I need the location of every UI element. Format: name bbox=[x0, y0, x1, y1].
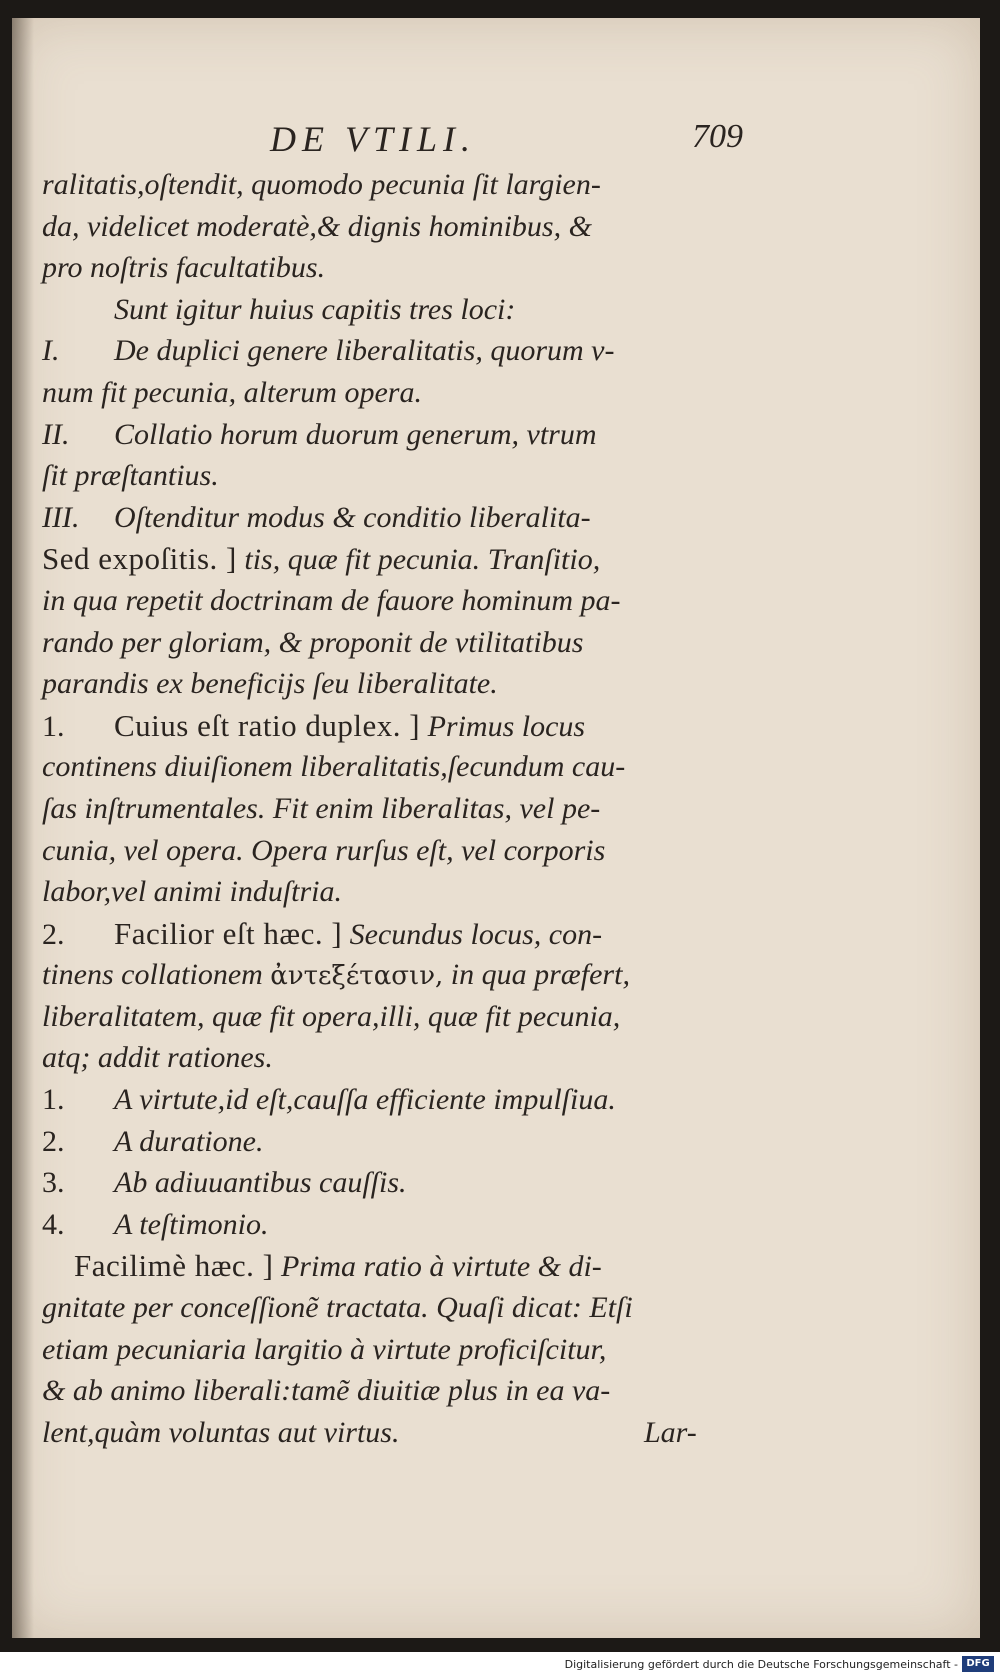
line-number: III. bbox=[42, 500, 80, 534]
line-number: 3. bbox=[42, 1166, 65, 1200]
text-line bbox=[42, 705, 762, 747]
text-line bbox=[42, 1329, 762, 1371]
lemma: Cuius eſt ratio duplex. ] bbox=[114, 707, 421, 743]
text-line bbox=[42, 1079, 762, 1121]
spine-shadow bbox=[12, 18, 34, 1638]
text-line bbox=[42, 1204, 762, 1246]
line-text: parandis ex beneficijs ſeu liberalitate. bbox=[42, 667, 498, 701]
text-line bbox=[42, 1162, 762, 1204]
text-line bbox=[42, 1412, 762, 1454]
text-line bbox=[42, 1245, 762, 1287]
line-text: in qua repetit doctrinam de fauore hominum pa- bbox=[42, 583, 621, 617]
dfg-logo: DFG bbox=[962, 1656, 994, 1672]
text-line bbox=[42, 330, 762, 372]
line-number: I. bbox=[42, 334, 60, 368]
text-line bbox=[42, 164, 762, 206]
page-header bbox=[42, 114, 762, 164]
book-page bbox=[12, 18, 980, 1638]
line-text: ſit præſtantius. bbox=[42, 459, 219, 493]
text-line bbox=[42, 414, 762, 456]
line-text: Ab adiuuantibus cauſſis. bbox=[114, 1166, 407, 1200]
lemma: Facilior eſt hæc. ] bbox=[114, 915, 343, 951]
text-line bbox=[42, 622, 762, 664]
line-text: tis, quæ fit pecunia. bbox=[244, 543, 481, 577]
text-line bbox=[42, 497, 762, 539]
text-line bbox=[42, 913, 762, 955]
line-text: & ab animo liberali:tamẽ diuitiæ plus in ea va- bbox=[42, 1374, 611, 1408]
line-text: pro noſtris facultatibus. bbox=[42, 251, 326, 285]
text-line bbox=[42, 538, 762, 580]
line-text: A virtute,id eſt,cauſſa efficiente impulſiua. bbox=[114, 1083, 616, 1117]
text-line bbox=[42, 1370, 762, 1412]
text-line bbox=[42, 1287, 762, 1329]
line-text-continued: Secundus locus, con- bbox=[349, 917, 603, 951]
line-text-continued: Primus locus bbox=[427, 709, 586, 743]
line-number: 1. bbox=[42, 1083, 65, 1117]
line-text: gnitate per conceſſionẽ tractata. Quaſi dicat: Etſi bbox=[42, 1291, 633, 1325]
line-text: Oſtenditur modus & conditio liberalita- bbox=[114, 500, 591, 534]
line-text: rando per gloriam, & proponit de vtilitatibus bbox=[42, 625, 584, 659]
line-text: Collatio horum duorum generum, vtrum bbox=[114, 417, 597, 451]
lemma: Sed expoſitis. ] bbox=[42, 541, 237, 577]
line-number: II. bbox=[42, 417, 70, 451]
lemma: Facilimè hæc. ] bbox=[74, 1248, 274, 1284]
line-text: ralitatis,oſtendit, quomodo pecunia ſit largien- bbox=[42, 168, 601, 201]
text-line bbox=[42, 954, 762, 996]
line-text: A duratione. bbox=[114, 1124, 264, 1158]
text-line bbox=[42, 996, 762, 1038]
page-text bbox=[42, 114, 762, 1453]
line-text: Sunt igitur huius capitis tres loci: bbox=[114, 292, 516, 326]
line-number: 4. bbox=[42, 1207, 65, 1241]
line-text: etiam pecuniaria largitio à virtute proficiſcitur, bbox=[42, 1332, 607, 1366]
line-text: liberalitatem, quæ fit opera,illi, quæ fit pecunia, bbox=[42, 999, 621, 1033]
line-text: A teſtimonio. bbox=[114, 1207, 269, 1241]
text-line bbox=[42, 289, 762, 331]
line-text: De duplici genere liberalitatis, quorum v- bbox=[114, 334, 615, 368]
page-number: 709 bbox=[692, 118, 743, 155]
text-line bbox=[42, 1037, 762, 1079]
line-text: lent,quàm voluntas aut virtus. bbox=[42, 1415, 400, 1449]
greek-word: ἀντεξέτασιν, bbox=[270, 961, 444, 992]
line-text: tinens collationem bbox=[42, 958, 263, 992]
line-text: ſas inſtrumentales. Fit enim liberalitas, vel pe- bbox=[42, 791, 601, 825]
line-number: 1. bbox=[42, 709, 65, 743]
line-text-continued: in qua præfert, bbox=[450, 958, 630, 992]
line-text-continued: Prima ratio à virtute & di- bbox=[280, 1250, 602, 1284]
text-line bbox=[42, 1121, 762, 1163]
catchword: Lar- bbox=[644, 1415, 697, 1449]
line-text: da, videlicet moderatè,& dignis hominibus, & bbox=[42, 209, 592, 243]
line-text: num fit pecunia, alterum opera. bbox=[42, 375, 422, 409]
line-number: 2. bbox=[42, 917, 65, 951]
text-line bbox=[42, 206, 762, 248]
line-text: labor,vel animi induſtria. bbox=[42, 875, 342, 909]
text-line bbox=[42, 247, 762, 289]
footer-bar bbox=[0, 1652, 1000, 1680]
text-line bbox=[42, 788, 762, 830]
text-lines bbox=[42, 164, 762, 1453]
line-text: atq; addit rationes. bbox=[42, 1041, 273, 1075]
line-number: 2. bbox=[42, 1124, 65, 1158]
text-line bbox=[42, 746, 762, 788]
digitization-credit: Digitalisierung gefördert durch die Deutsche Forschungsgemeinschaft - bbox=[564, 1658, 958, 1671]
line-text: continens diuiſionem liberalitatis,ſecundum cau- bbox=[42, 750, 626, 784]
text-line bbox=[42, 372, 762, 414]
line-text-continued: Tranſitio, bbox=[487, 543, 601, 577]
text-line bbox=[42, 830, 762, 872]
text-line bbox=[42, 580, 762, 622]
running-title: DE VTILI. bbox=[270, 119, 476, 159]
text-line bbox=[42, 455, 762, 497]
text-line bbox=[42, 871, 762, 913]
text-line bbox=[42, 663, 762, 705]
line-text: cunia, vel opera. Opera rurſus eſt, vel corporis bbox=[42, 833, 606, 867]
